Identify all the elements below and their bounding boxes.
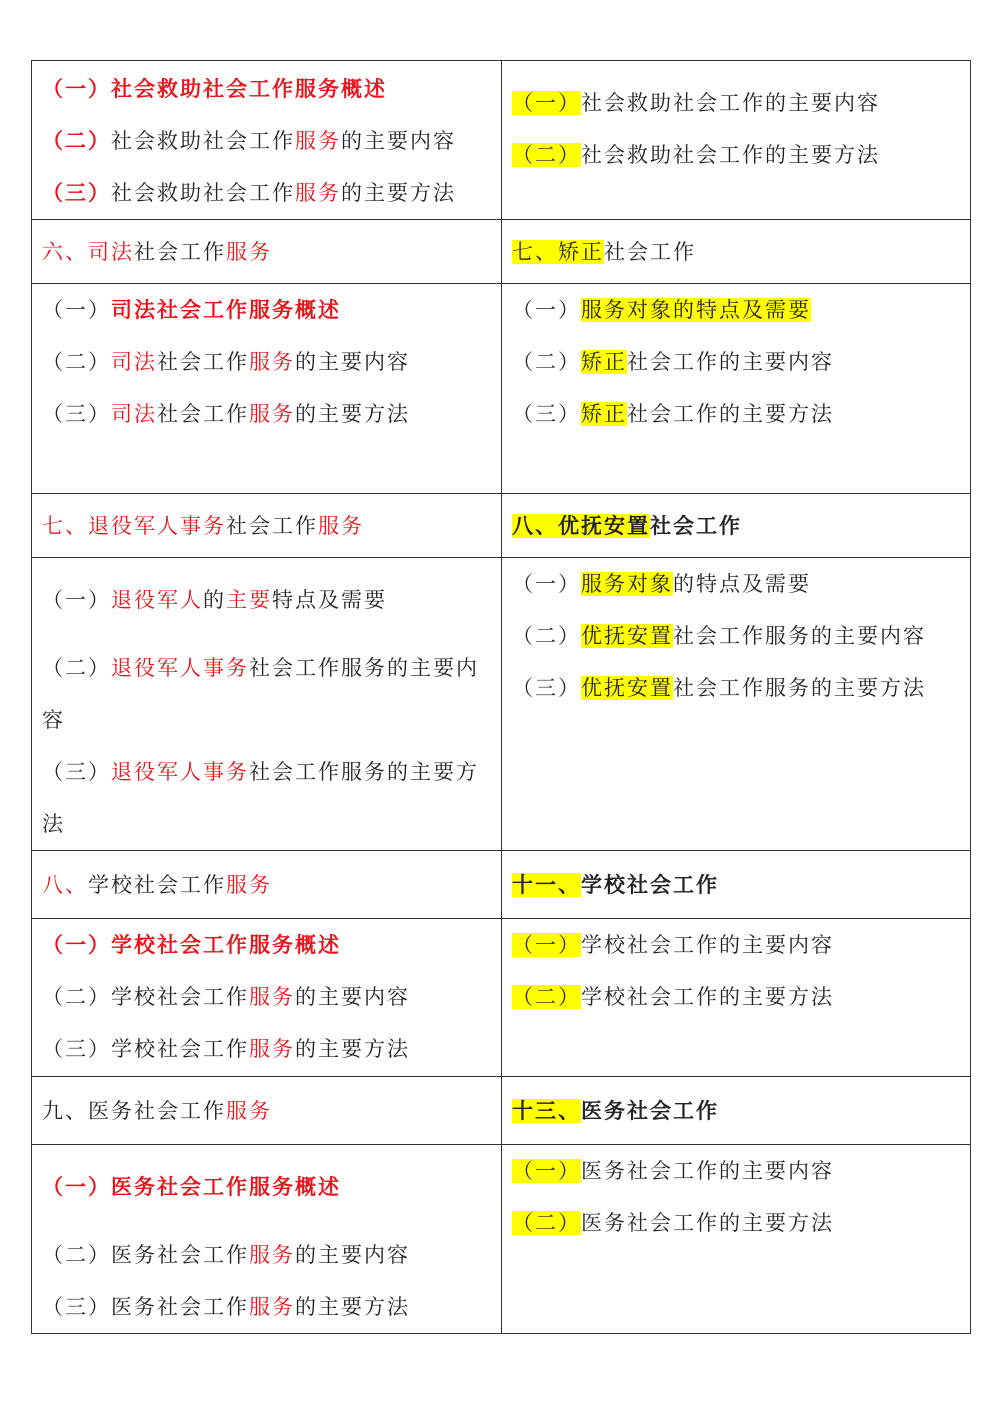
text-run: 社会工作 — [226, 513, 318, 538]
text-run: 服务 — [295, 181, 341, 205]
text-run: 的主要内容 — [295, 985, 410, 1009]
text-run: （一） — [42, 298, 111, 322]
section-heading — [32, 851, 502, 919]
text-run: （一）学校社会工作服务概述 — [42, 933, 341, 957]
table-row — [32, 1145, 971, 1334]
list-item — [42, 284, 491, 336]
list-item — [512, 1197, 960, 1249]
heading-line — [512, 226, 960, 278]
text-run: 社会工作的主要内容 — [627, 350, 834, 374]
text-run: 六、司法 — [42, 239, 134, 264]
heading-line — [512, 500, 960, 552]
text-run: （一） — [512, 933, 581, 957]
text-run: 矫正 — [581, 402, 627, 426]
text-run: （二） — [42, 129, 111, 153]
text-run: 社会救助社会工作 — [111, 129, 295, 153]
text-run: 服务 — [318, 513, 364, 538]
text-run: 七、退役军人事务 — [42, 513, 226, 538]
text-run: 十三、 — [512, 1098, 581, 1123]
table-row — [32, 919, 971, 1077]
text-run: 服务 — [249, 1243, 295, 1267]
text-run: （二） — [512, 350, 581, 374]
section-heading — [32, 1077, 502, 1145]
text-run: 主要 — [226, 588, 272, 612]
text-run: 医务社会工作的主要内容 — [581, 1159, 834, 1183]
text-run: 服务 — [226, 1098, 272, 1123]
heading-line — [42, 226, 491, 278]
text-run: （二） — [512, 624, 581, 648]
list-item — [42, 746, 491, 850]
text-run: （一）医务社会工作服务概述 — [42, 1175, 341, 1199]
heading-line — [42, 859, 491, 911]
text-run: 社会工作 — [134, 239, 226, 264]
text-run: 的主要内容 — [295, 1243, 410, 1267]
text-run: （三） — [42, 760, 111, 784]
left-cell — [32, 1145, 502, 1334]
text-run: 的 — [203, 588, 226, 612]
text-run: 七、矫正 — [512, 239, 604, 264]
list-item — [42, 642, 491, 746]
text-run: 社会救助社会工作 — [111, 181, 295, 205]
text-run: （二） — [512, 985, 581, 1009]
text-run: 的主要方法 — [341, 181, 456, 205]
text-run: 十一、 — [512, 872, 581, 897]
text-run: （三） — [42, 181, 111, 205]
text-run: 退役军人事务 — [111, 656, 249, 680]
left-cell — [32, 919, 502, 1077]
text-run: 服务 — [249, 1295, 295, 1319]
text-run: 的主要方法 — [295, 402, 410, 426]
text-run: 特点及需要 — [272, 588, 387, 612]
text-run: 服务 — [295, 129, 341, 153]
text-run: 优抚安置 — [581, 676, 673, 700]
text-run: （三） — [42, 402, 111, 426]
list-item — [42, 115, 491, 167]
text-run: 优抚安置 — [581, 624, 673, 648]
text-run: 的主要内容 — [341, 129, 456, 153]
section-heading — [32, 220, 502, 284]
text-run: 医务社会工作 — [581, 1098, 719, 1123]
list-item — [512, 336, 960, 388]
table-row — [32, 494, 971, 558]
text-run: 学校社会工作 — [581, 872, 719, 897]
list-item — [512, 971, 960, 1023]
comparison-table — [31, 60, 971, 1334]
text-run: 服务 — [226, 872, 272, 897]
right-cell — [502, 1145, 971, 1334]
heading-line — [512, 859, 960, 911]
list-item — [512, 129, 960, 181]
left-cell — [32, 558, 502, 851]
text-run: 的主要方法 — [295, 1295, 410, 1319]
text-run: （一） — [512, 91, 581, 115]
text-run: 司法社会工作服务概述 — [111, 298, 341, 322]
text-run: 九、医务社会工作 — [42, 1098, 226, 1123]
left-cell — [32, 284, 502, 494]
heading-line — [512, 1085, 960, 1137]
right-cell — [502, 61, 971, 220]
text-run: 社会工作的主要方法 — [627, 402, 834, 426]
text-run: （一） — [512, 572, 581, 596]
list-item — [42, 63, 491, 115]
list-item — [512, 558, 960, 610]
text-run: （一） — [42, 588, 111, 612]
list-item — [512, 662, 960, 714]
text-run: 社会工作服务的主要方法 — [673, 676, 926, 700]
list-item — [512, 77, 960, 129]
text-run: （三） — [512, 676, 581, 700]
text-run: 社会工作服务的主要内容 — [673, 624, 926, 648]
list-item — [42, 1229, 491, 1281]
table-row — [32, 851, 971, 919]
text-run: 社会救助社会工作的主要内容 — [581, 91, 880, 115]
left-cell — [32, 61, 502, 220]
section-heading — [502, 1077, 971, 1145]
list-item — [512, 610, 960, 662]
table-row — [32, 61, 971, 220]
heading-line — [42, 500, 491, 552]
text-run: 八、 — [42, 872, 88, 897]
text-run: 八、优抚安置 — [512, 513, 650, 538]
text-run: （二） — [512, 143, 581, 167]
text-run: （三）医务社会工作 — [42, 1295, 249, 1319]
table-row — [32, 558, 971, 851]
text-run: 服务 — [249, 350, 295, 374]
table-row — [32, 220, 971, 284]
text-run: 的主要方法 — [295, 1037, 410, 1061]
list-item — [512, 388, 960, 440]
text-run: 社会工作 — [650, 513, 742, 538]
text-run: （一） — [512, 298, 581, 322]
text-run: 服务 — [226, 239, 272, 264]
text-run: 的主要内容 — [295, 350, 410, 374]
list-item — [512, 284, 960, 336]
list-item — [42, 336, 491, 388]
text-run: （二） — [42, 350, 111, 374]
text-run: 学校社会工作 — [88, 872, 226, 897]
text-run: （二）学校社会工作 — [42, 985, 249, 1009]
text-run: （二） — [42, 656, 111, 680]
list-item — [42, 388, 491, 440]
list-item — [512, 919, 960, 971]
text-run: （一） — [512, 1159, 581, 1183]
text-run: 服务 — [249, 1037, 295, 1061]
section-heading — [502, 494, 971, 558]
text-run: 服务对象 — [581, 572, 673, 596]
text-run: （一）社会救助社会工作服务概述 — [42, 77, 387, 101]
right-cell — [502, 919, 971, 1077]
text-run: 社会工作 — [604, 239, 696, 264]
table-row — [32, 284, 971, 494]
text-run: 服务 — [249, 985, 295, 1009]
text-run: 的特点及需要 — [673, 572, 811, 596]
list-item — [42, 919, 491, 971]
list-item — [42, 971, 491, 1023]
section-heading — [502, 220, 971, 284]
text-run: （二）医务社会工作 — [42, 1243, 249, 1267]
text-run: 社会工作服务的主要方法 — [42, 760, 479, 836]
text-run: 退役军人事务 — [111, 760, 249, 784]
right-cell — [502, 558, 971, 851]
text-run: 社会救助社会工作的主要方法 — [581, 143, 880, 167]
list-item — [42, 167, 491, 219]
table-row — [32, 1077, 971, 1145]
text-run: 社会工作 — [157, 350, 249, 374]
text-run: 司法 — [111, 402, 157, 426]
text-run: 医务社会工作的主要方法 — [581, 1211, 834, 1235]
text-run: （三） — [512, 402, 581, 426]
section-heading — [502, 851, 971, 919]
text-run: （二） — [512, 1211, 581, 1235]
list-item — [42, 1023, 491, 1075]
text-run: 服务 — [249, 402, 295, 426]
text-run: 退役军人 — [111, 588, 203, 612]
text-run: 司法 — [111, 350, 157, 374]
list-item — [512, 1145, 960, 1197]
text-run: 矫正 — [581, 350, 627, 374]
list-item — [42, 1281, 491, 1333]
right-cell — [502, 284, 971, 494]
section-heading — [32, 494, 502, 558]
list-item — [42, 574, 491, 626]
text-run: 社会工作服务的主要内容 — [42, 656, 479, 732]
text-run: 服务对象的特点及需要 — [581, 298, 811, 322]
text-run: 学校社会工作的主要内容 — [581, 933, 834, 957]
text-run: 社会工作 — [157, 402, 249, 426]
text-run: 学校社会工作的主要方法 — [581, 985, 834, 1009]
list-item — [42, 1161, 491, 1213]
text-run: （三）学校社会工作 — [42, 1037, 249, 1061]
heading-line — [42, 1085, 491, 1137]
